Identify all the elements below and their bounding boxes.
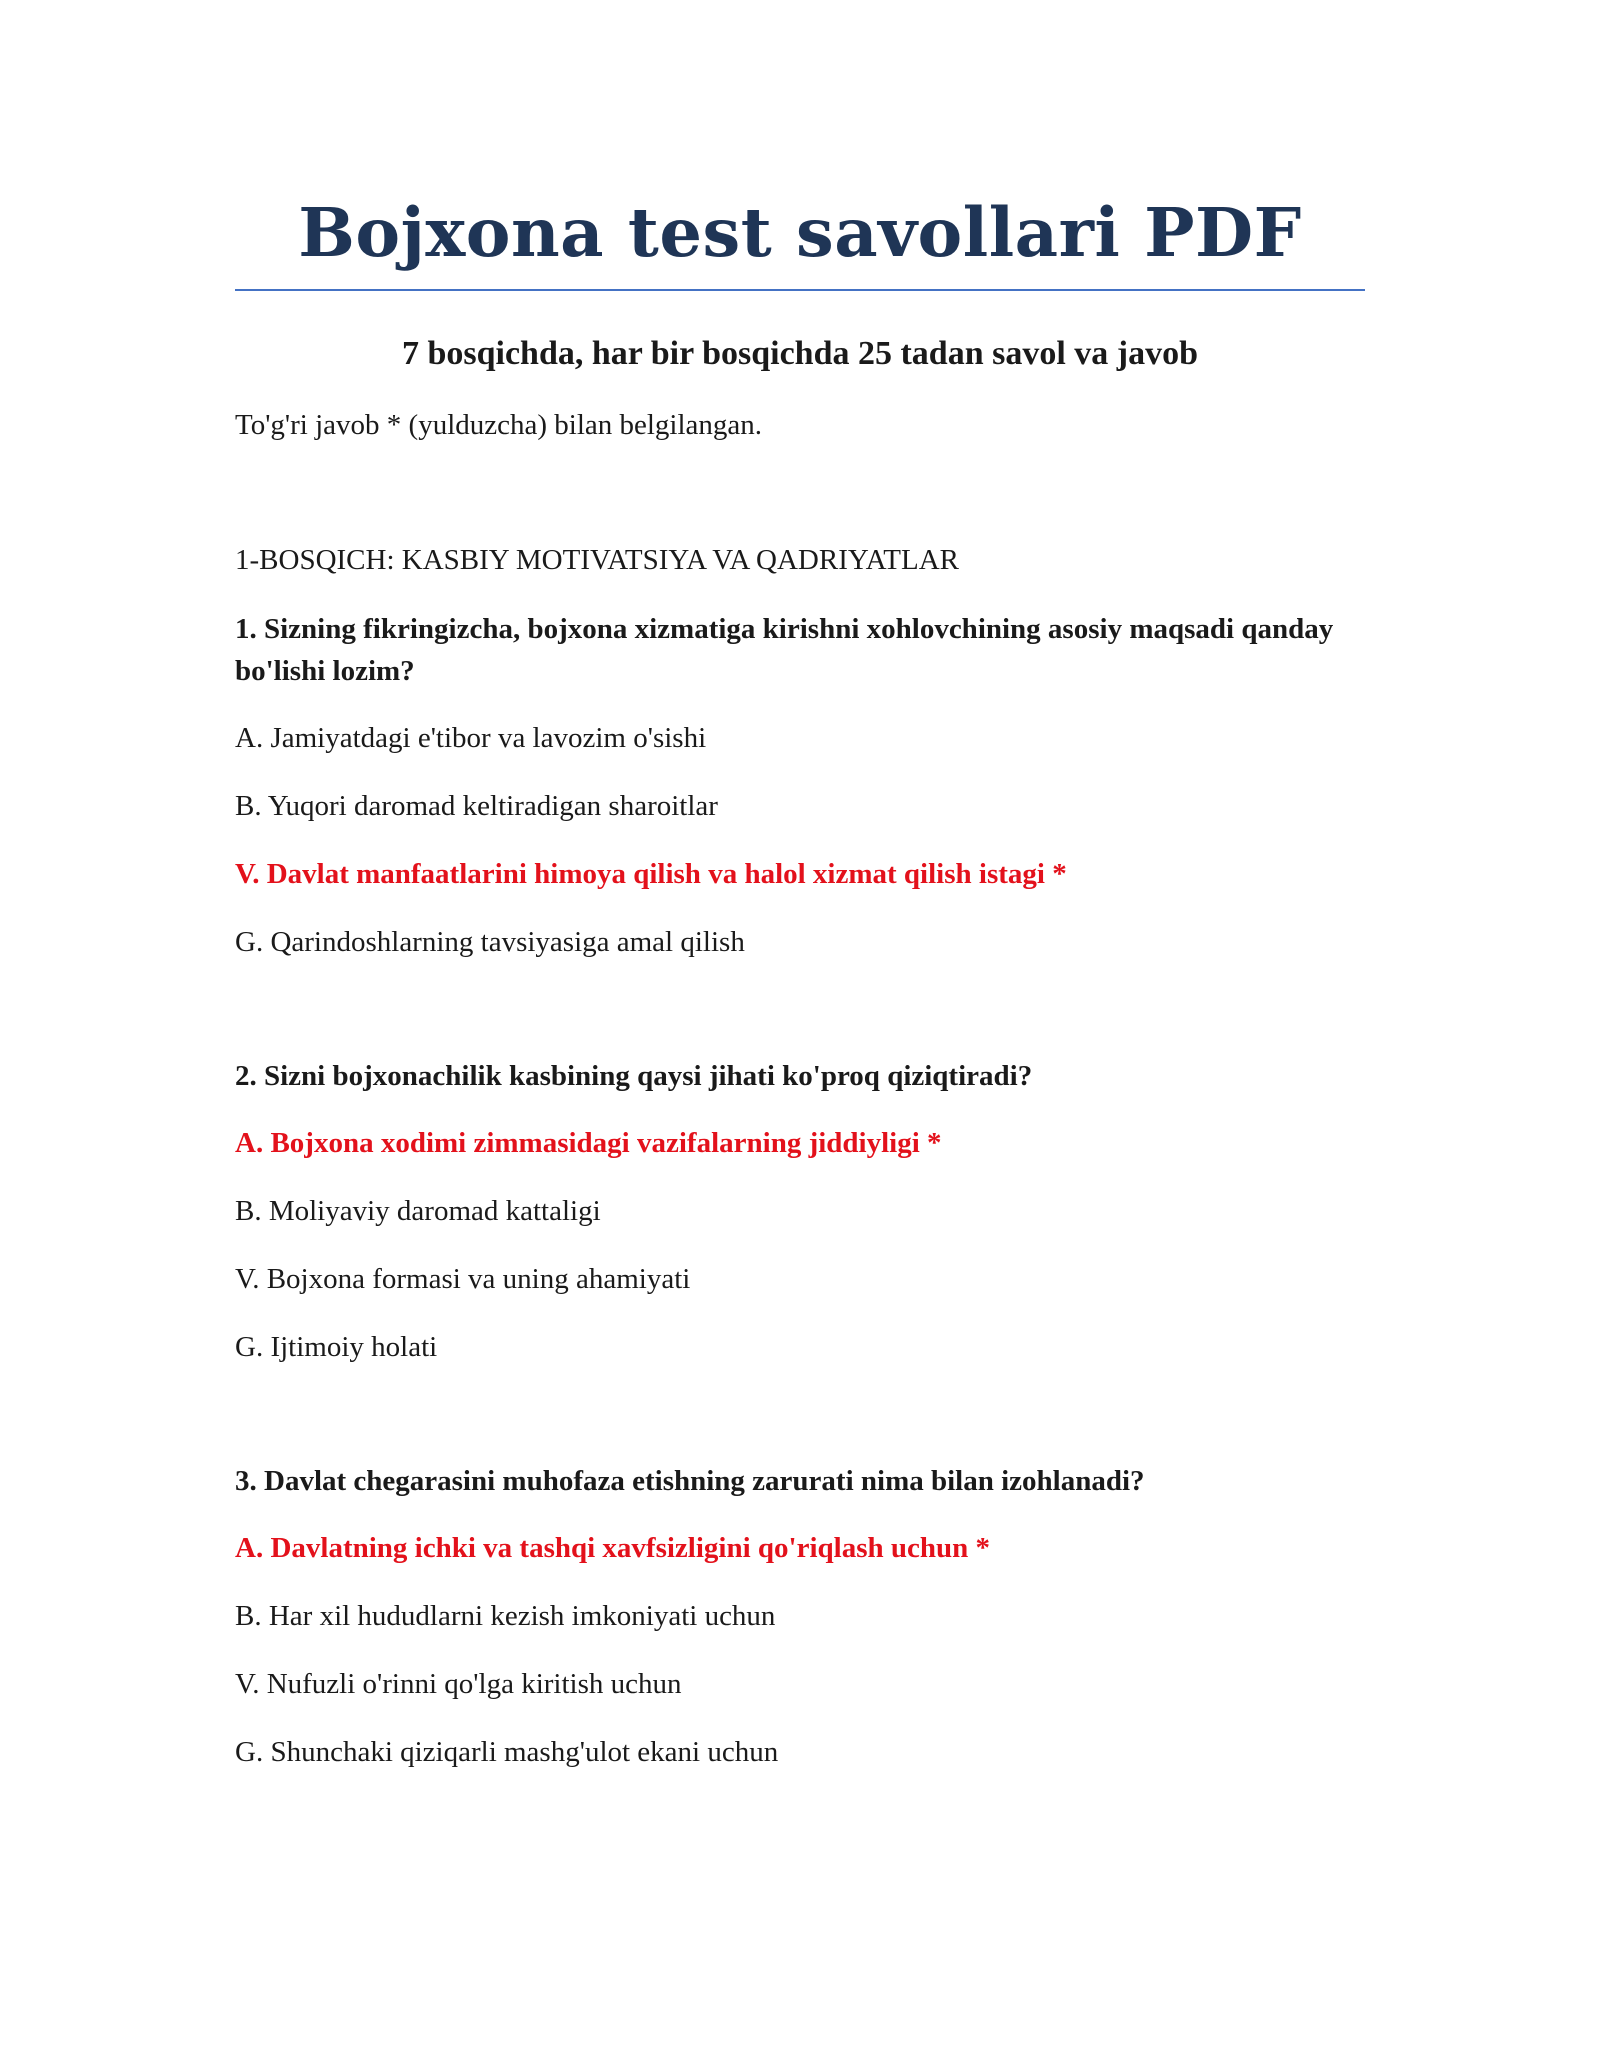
question-text: 3. Davlat chegarasini muhofaza etishning zarurati nima bilan izohlanadi? (235, 1465, 1145, 1497)
answer-option-g: G. Shunchaki qiziqarli mashg'ulot ekani uchun (235, 1736, 779, 1768)
document-title: Bojxona test savollari PDF (298, 193, 1302, 272)
document-subtitle: 7 bosqichda, har bir bosqichda 25 tadan savol va javob (401, 335, 1199, 372)
section-heading: 1-BOSQICH: KASBIY MOTIVATSIYA VA QADRIYATLAR (235, 544, 960, 576)
answer-option-a-correct: A. Bojxona xodimi zimmasidagi vazifalarning jiddiyligi * (235, 1127, 942, 1159)
answer-option-b: B. Moliyaviy daromad kattaligi (235, 1195, 601, 1227)
answer-option-g: G. Qarindoshlarning tavsiyasiga amal qilish (235, 926, 745, 958)
document-page (235, 0, 1365, 2070)
answer-option-g: G. Ijtimoiy holati (235, 1331, 438, 1363)
question-1 (235, 608, 1365, 989)
answer-option-v: V. Bojxona formasi va uning ahamiyati (235, 1263, 691, 1295)
answer-option-v: V. Nufuzli o'rinni qo'lga kiritish uchun (235, 1668, 682, 1700)
question-3 (235, 1460, 1365, 1799)
question-2 (235, 1055, 1365, 1394)
answer-option-v-correct: V. Davlat manfaatlarini himoya qilish va halol xizmat qilish istagi * (235, 858, 1067, 890)
question-text: 1. Sizning fikringizcha, bojxona xizmatiga kirishni xohlovchining asosiy maqsadi qanday bo'lishi lozim? (235, 613, 1334, 687)
answer-key-note: To'g'ri javob * (yulduzcha) bilan belgilangan. (235, 409, 763, 441)
question-text: 2. Sizni bojxonachilik kasbining qaysi jihati ko'proq qiziqtiradi? (235, 1060, 1033, 1092)
title-underline (235, 289, 1365, 291)
answer-option-a: A. Jamiyatdagi e'tibor va lavozim o'sishi (235, 722, 707, 754)
answer-option-b: B. Yuqori daromad keltiradigan sharoitlar (235, 790, 718, 822)
answer-option-a-correct: A. Davlatning ichki va tashqi xavfsizligini qo'riqlash uchun * (235, 1532, 990, 1564)
answer-option-b: B. Har xil hududlarni kezish imkoniyati uchun (235, 1600, 776, 1632)
